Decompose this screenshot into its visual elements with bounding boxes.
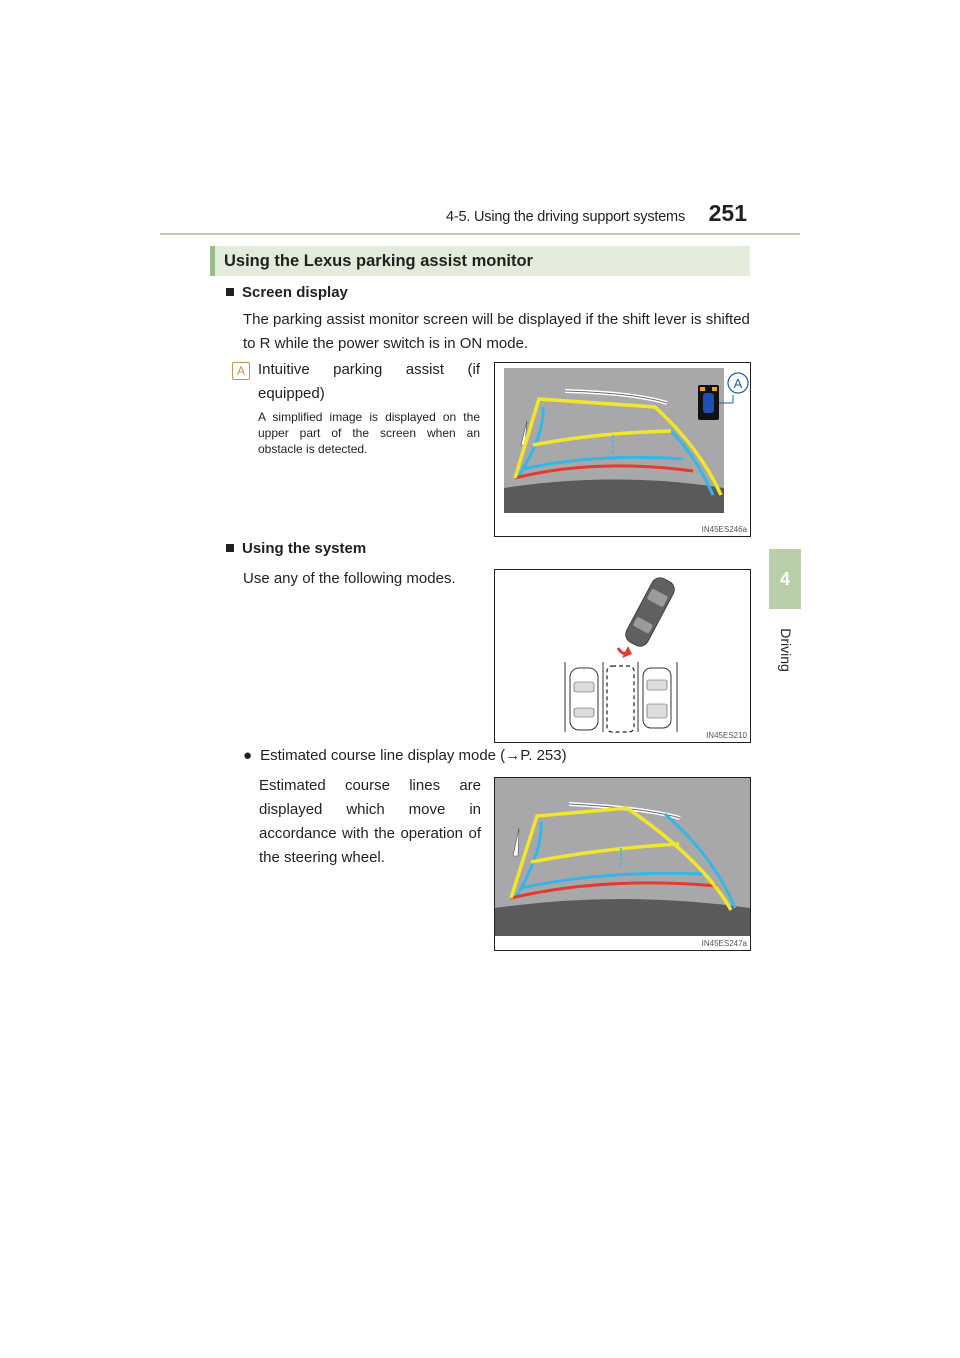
mode-title: Estimated course line display mode ( — [260, 747, 506, 764]
callout-title: Intuitive parking assist (if equipped) — [258, 361, 480, 402]
screen-display-body: The parking assist monitor screen will be displayed if the shift lever is shifted to R while the power switch is in ON mode. — [243, 311, 750, 352]
subsection-title-screen-display — [226, 284, 348, 301]
callout-letter: A — [232, 362, 250, 380]
chapter-label — [772, 620, 800, 680]
header-divider — [160, 233, 800, 235]
mode-description: Estimated course lines are displayed which move in accordance with the operation of the steering wheel. — [259, 777, 481, 866]
figure-code: IN45ES247a — [701, 939, 747, 948]
section-heading-bar — [210, 246, 215, 276]
square-bullet-icon — [226, 544, 234, 552]
page-number: 251 — [708, 200, 747, 226]
mode-heading — [243, 744, 567, 768]
chapter-number: 4 — [779, 568, 790, 589]
square-bullet-icon — [226, 288, 234, 296]
figure-parking-assist-screen — [494, 362, 751, 537]
parking-assist-screen-illustration — [495, 363, 750, 536]
figure-course-lines-screen — [494, 777, 751, 951]
parking-scene-illustration — [495, 570, 750, 742]
course-lines-screen-illustration — [495, 778, 750, 950]
page-reference[interactable]: P. 253) — [520, 747, 567, 764]
screen-display-title: Screen display — [242, 284, 348, 301]
running-header-section: 4-5. Using the driving support systems — [445, 209, 685, 225]
round-bullet-icon: ● — [243, 747, 253, 764]
subsection-title-using-system — [226, 540, 366, 557]
callout-note: A simplified image is displayed on the upper part of the screen when an obstacle is detected. — [258, 410, 480, 456]
using-system-title: Using the system — [242, 540, 367, 557]
figure-code: IN45ES246a — [701, 525, 747, 534]
section-heading: Using the Lexus parking assist monitor — [224, 252, 533, 270]
chapter-label-text: Driving — [778, 628, 794, 672]
using-system-intro: Use any of the following modes. — [243, 570, 456, 587]
figure-code: IN45ES210 — [706, 731, 747, 740]
figure-label: A — [733, 376, 743, 391]
arrow-right-icon: → — [505, 747, 521, 764]
figure-parking-scene — [494, 569, 751, 743]
